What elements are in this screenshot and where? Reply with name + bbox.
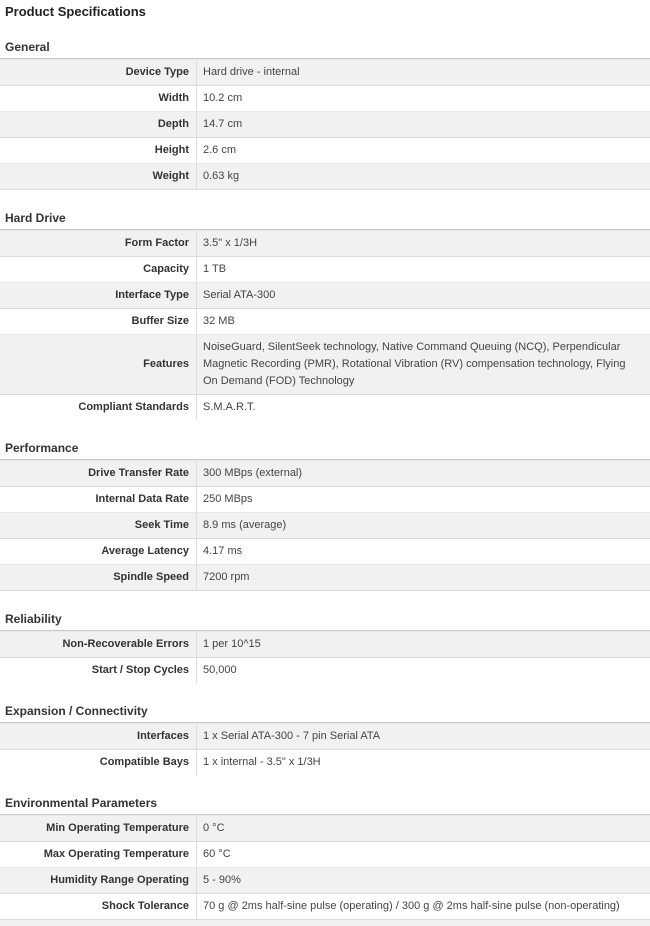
spec-label: Max Operating Temperature: [0, 842, 197, 867]
spec-row: [0, 842, 650, 867]
spec-sections: [0, 40, 650, 919]
spec-label: Non-Recoverable Errors: [0, 632, 197, 657]
spec-value: 0 °C: [203, 822, 225, 834]
spec-value: 10.2 cm: [203, 92, 243, 104]
spec-row: [0, 59, 650, 86]
spec-label: Shock Tolerance: [0, 894, 197, 919]
spec-row: [0, 111, 650, 138]
section-title: General: [0, 40, 650, 59]
spec-value: 2.6 cm: [203, 144, 237, 156]
spec-section: [0, 211, 650, 420]
spec-section: [0, 612, 650, 683]
spec-label: Interface Type: [0, 283, 197, 308]
spec-row: [0, 163, 650, 190]
spec-label: Features: [0, 335, 197, 394]
spec-label: Capacity: [0, 257, 197, 282]
spec-row: [0, 512, 650, 539]
spec-value: 32 MB: [203, 315, 235, 327]
spec-row: [0, 564, 650, 591]
spec-row: [0, 658, 650, 683]
spec-row: [0, 230, 650, 257]
spec-label: Device Type: [0, 60, 197, 85]
spec-value: 3.5" x 1/3H: [203, 237, 258, 249]
spec-section: [0, 441, 650, 591]
section-rows: [0, 460, 650, 591]
spec-value: S.M.A.R.T.: [203, 401, 256, 413]
spec-label: Average Latency: [0, 539, 197, 564]
spec-row: [0, 750, 650, 775]
spec-label: Drive Transfer Rate: [0, 461, 197, 486]
spec-row: [0, 86, 650, 111]
spec-value: 1 TB: [203, 263, 227, 275]
table-bottom-sliver: [0, 919, 650, 926]
spec-value: 14.7 cm: [203, 118, 243, 130]
spec-row: [0, 334, 650, 395]
spec-value: Serial ATA-300: [203, 289, 276, 301]
spec-value: 0.63 kg: [203, 170, 240, 182]
spec-label: Weight: [0, 164, 197, 189]
spec-row: [0, 815, 650, 842]
page-title: Product Specifications: [5, 4, 146, 19]
spec-row: [0, 867, 650, 894]
spec-value: NoiseGuard, SilentSeek technology, Native Command Queuing (NCQ), Perpendicular Magnetic Recording (PMR), Rotational Vibration (RV) compensation technology, Flying On Demand (FOD) Technology: [203, 341, 626, 387]
spec-label: Interfaces: [0, 724, 197, 749]
spec-value: 70 g @ 2ms half-sine pulse (operating) / 300 g @ 2ms half-sine pulse (non-operating): [203, 900, 620, 912]
spec-value: 7200 rpm: [203, 571, 250, 583]
spec-value: 1 per 10^15: [203, 638, 261, 650]
spec-row: [0, 309, 650, 334]
spec-label: Compliant Standards: [0, 395, 197, 420]
spec-row: [0, 395, 650, 420]
section-title: Hard Drive: [0, 211, 650, 230]
spec-row: [0, 631, 650, 658]
spec-row: [0, 138, 650, 163]
spec-label: Form Factor: [0, 231, 197, 256]
spec-label: Spindle Speed: [0, 565, 197, 590]
section-rows: [0, 815, 650, 919]
spec-label: Width: [0, 86, 197, 111]
spec-row: [0, 487, 650, 512]
spec-label: Buffer Size: [0, 309, 197, 334]
spec-value: 60 °C: [203, 848, 231, 860]
section-title: Expansion / Connectivity: [0, 704, 650, 723]
spec-row: [0, 723, 650, 750]
spec-label: Humidity Range Operating: [0, 868, 197, 893]
spec-row: [0, 894, 650, 919]
spec-label: Min Operating Temperature: [0, 816, 197, 841]
section-title: Environmental Parameters: [0, 796, 650, 815]
spec-label: Height: [0, 138, 197, 163]
spec-value: 5 - 90%: [203, 874, 241, 886]
spec-row: [0, 539, 650, 564]
section-rows: [0, 723, 650, 775]
spec-value: 4.17 ms: [203, 545, 243, 557]
spec-value: 8.9 ms (average): [203, 519, 287, 531]
spec-label: Seek Time: [0, 513, 197, 538]
spec-value: 1 x internal - 3.5" x 1/3H: [203, 756, 321, 768]
spec-value: 50,000: [203, 664, 237, 676]
spec-value: 1 x Serial ATA-300 - 7 pin Serial ATA: [203, 730, 381, 742]
spec-value: 250 MBps: [203, 493, 253, 505]
section-rows: [0, 59, 650, 190]
spec-value: Hard drive - internal: [203, 66, 300, 78]
spec-value: 300 MBps (external): [203, 467, 303, 479]
section-rows: [0, 631, 650, 683]
spec-row: [0, 257, 650, 282]
spec-row: [0, 460, 650, 487]
section-title: Performance: [0, 441, 650, 460]
spec-label: Depth: [0, 112, 197, 137]
spec-row: [0, 282, 650, 309]
spec-label: Compatible Bays: [0, 750, 197, 775]
section-title: Reliability: [0, 612, 650, 631]
spec-section: [0, 704, 650, 775]
spec-label: Start / Stop Cycles: [0, 658, 197, 683]
spec-section: [0, 40, 650, 190]
spec-label: Internal Data Rate: [0, 487, 197, 512]
section-rows: [0, 230, 650, 420]
spec-section: [0, 796, 650, 919]
